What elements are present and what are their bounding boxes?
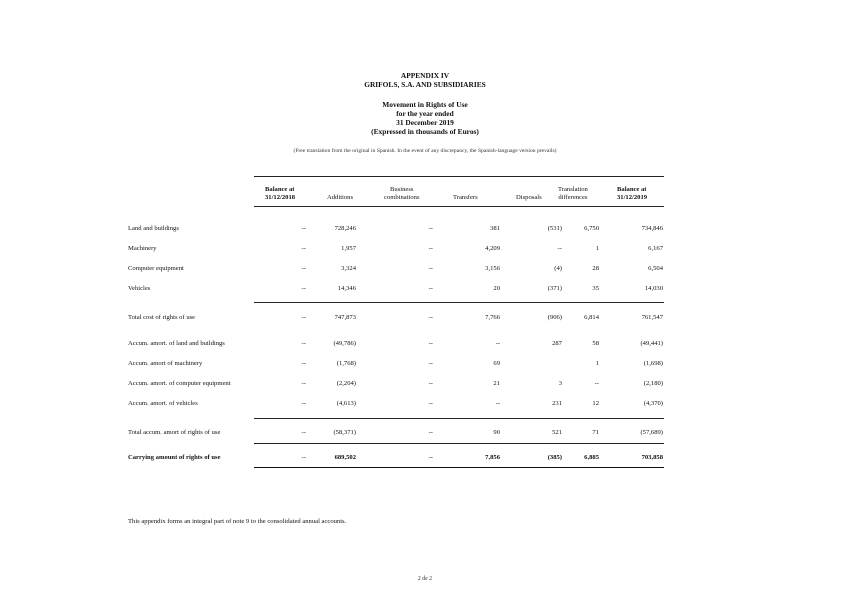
table-row-amort-land-buildings: Accum. amort. of land and buildings -- (49,786) -- -- 287 58 (49,441) (128, 340, 663, 347)
statement-title: Movement in Rights of Use (382, 100, 468, 109)
appendix-footnote: This appendix forms an integral part of note 9 to the consolidated annual accounts. (128, 518, 347, 525)
statement-period: for the year ended (396, 109, 454, 118)
table-row-computer-equipment: Computer equipment -- 3,324 -- 3,156 (4) 28 6,504 (128, 265, 663, 272)
col-header-business-combinations: Business combinations (384, 186, 420, 201)
statement-date: 31 December 2019 (396, 118, 454, 127)
cost-subtotal-rule (254, 302, 664, 303)
col-header-balance-2019: Balance at 31/12/2019 (617, 186, 648, 201)
col-header-transfers: Transfers (453, 194, 478, 201)
company-name: GRIFOLS, S.A. AND SUBSIDIARIES (364, 80, 486, 89)
statement-units: (Expressed in thousands of Euros) (371, 127, 479, 136)
table-row-amort-machinery: Accum. amort of machinery -- (1,768) -- 69 1 (1,698) (128, 360, 663, 367)
table-row-machinery: Machinery -- 1,957 -- 4,209 -- 1 6,167 (128, 245, 663, 252)
header-bottom-rule (254, 206, 664, 207)
table-row-vehicles: Vehicles -- 14,346 -- 20 (371) 35 14,030 (128, 285, 663, 292)
carrying-amount-top-rule (254, 443, 664, 444)
page-number: 2 de 2 (417, 576, 433, 582)
col-header-additions: Additions (327, 194, 354, 201)
table-row-amort-computer-equipment: Accum. amort. of computer equipment -- (2,204) -- 21 3 -- (2,180) (128, 380, 663, 387)
col-header-disposals: Disposals (516, 194, 542, 201)
amort-subtotal-rule (254, 418, 664, 419)
table-row-total-amort: Total accum. amort of rights of use -- (58,371) -- 90 521 71 (57,689) (128, 429, 663, 436)
col-header-translation-differences: Translation differences (558, 186, 588, 201)
col-header-balance-2018: Balance at 31/12/2018 (265, 186, 296, 201)
table-row-land-buildings: Land and buildings -- 728,246 -- 381 (531) 6,750 734,846 (128, 225, 663, 232)
table-row-amort-vehicles: Accum. amort. of vehicles -- (4,613) -- -- 231 12 (4,370) (128, 400, 663, 407)
table-row-carrying-amount: Carrying amount of rights of use -- 689,502 -- 7,856 (385) 6,885 703,858 (128, 454, 663, 461)
table-row-total-cost: Total cost of rights of use -- 747,873 -- 7,766 (906) 6,814 761,547 (128, 314, 663, 321)
translation-note: (Free translation from the original in Spanish. In the event of any discrepancy, the Spanish-language version prevails) (293, 148, 557, 154)
appendix-title: APPENDIX IV (400, 71, 450, 80)
carrying-amount-bottom-rule (254, 467, 664, 468)
table-top-rule (254, 176, 664, 177)
